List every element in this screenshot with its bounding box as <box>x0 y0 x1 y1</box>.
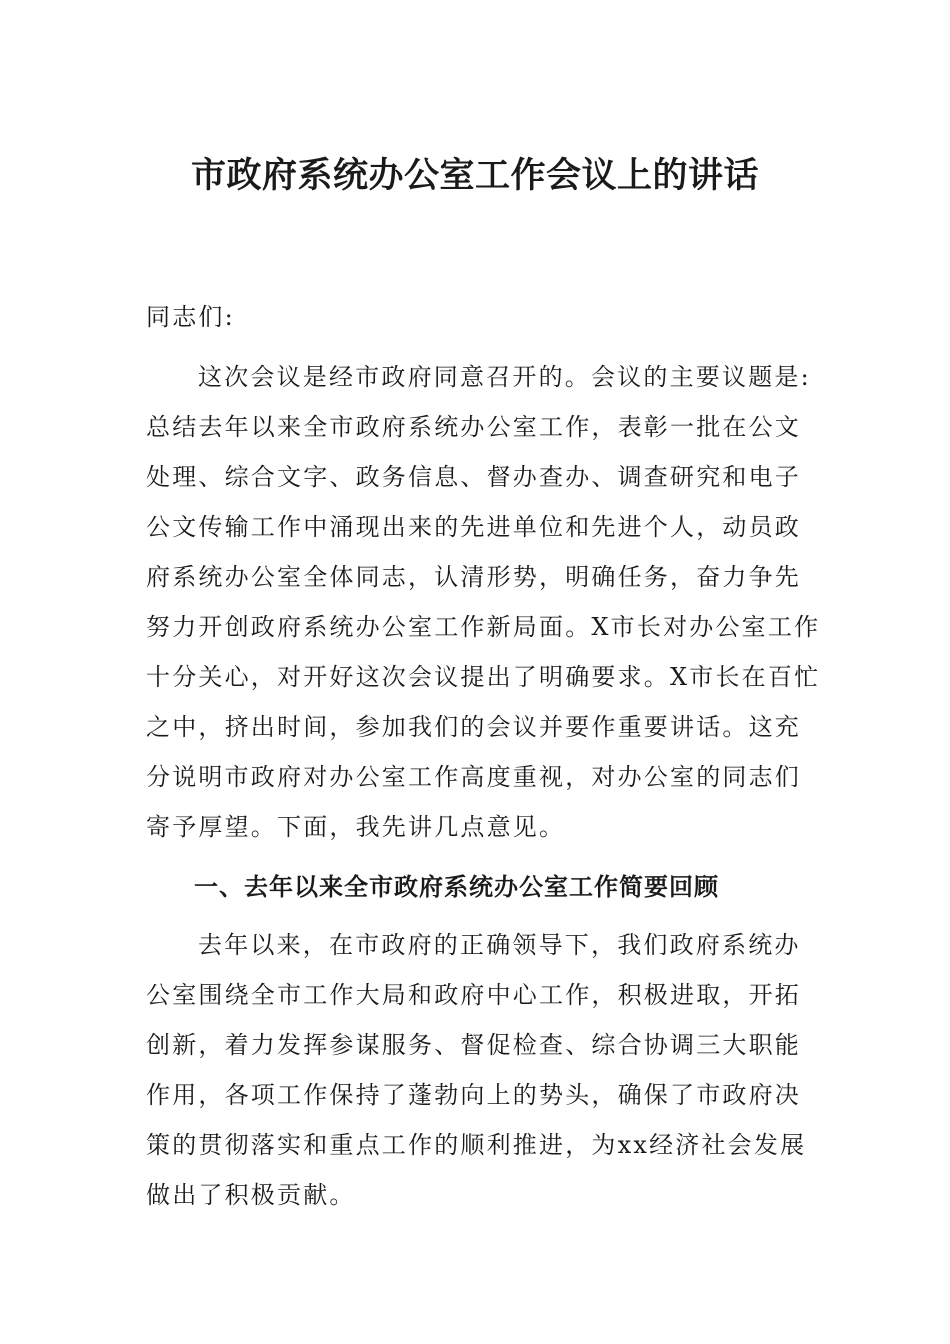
paragraph-line: 这次会议是经市政府同意召开的。会议的主要议题是: <box>198 363 811 391</box>
paragraph-line: 处理、综合文字、政务信息、督办查办、调查研究和电子 <box>146 463 801 491</box>
paragraph-line: 作用，各项工作保持了蓬勃向上的势头，确保了市政府决 <box>146 1081 801 1109</box>
section-heading: 一、去年以来全市政府系统办公室工作简要回顾 <box>194 872 719 901</box>
paragraph-line: 做出了积极贡献。 <box>146 1181 356 1209</box>
paragraph-line: 公室围绕全市工作大局和政府中心工作，积极进取，开拓 <box>146 981 801 1009</box>
salutation: 同志们: <box>146 303 235 331</box>
paragraph-line: 公文传输工作中涌现出来的先进单位和先进个人，动员政 <box>146 513 801 541</box>
paragraph-intro <box>146 352 821 852</box>
paragraph-review <box>146 920 808 1220</box>
paragraph-line: 十分关心，对开好这次会议提出了明确要求。X市长在百忙 <box>146 663 821 691</box>
paragraph-line: 创新，着力发挥参谋服务、督促检查、综合协调三大职能 <box>146 1031 801 1059</box>
paragraph-line: 寄予厚望。下面，我先讲几点意见。 <box>146 813 566 841</box>
paragraph-line: 策的贯彻落实和重点工作的顺利推进，为xx经济社会发展 <box>146 1131 807 1159</box>
paragraph-line: 去年以来，在市政府的正确领导下，我们政府系统办 <box>198 931 801 959</box>
paragraph-line: 分说明市政府对办公室工作高度重视，对办公室的同志们 <box>146 763 801 791</box>
paragraph-line: 府系统办公室全体同志，认清形势，明确任务，奋力争先 <box>146 563 801 591</box>
paragraph-line: 之中，挤出时间，参加我们的会议并要作重要讲话。这充 <box>146 713 801 741</box>
paragraph-line: 努力开创政府系统办公室工作新局面。X市长对办公室工作 <box>146 613 821 641</box>
page-title: 市政府系统办公室工作会议上的讲话 <box>190 155 759 196</box>
paragraph-line: 总结去年以来全市政府系统办公室工作，表彰一批在公文 <box>146 413 801 441</box>
